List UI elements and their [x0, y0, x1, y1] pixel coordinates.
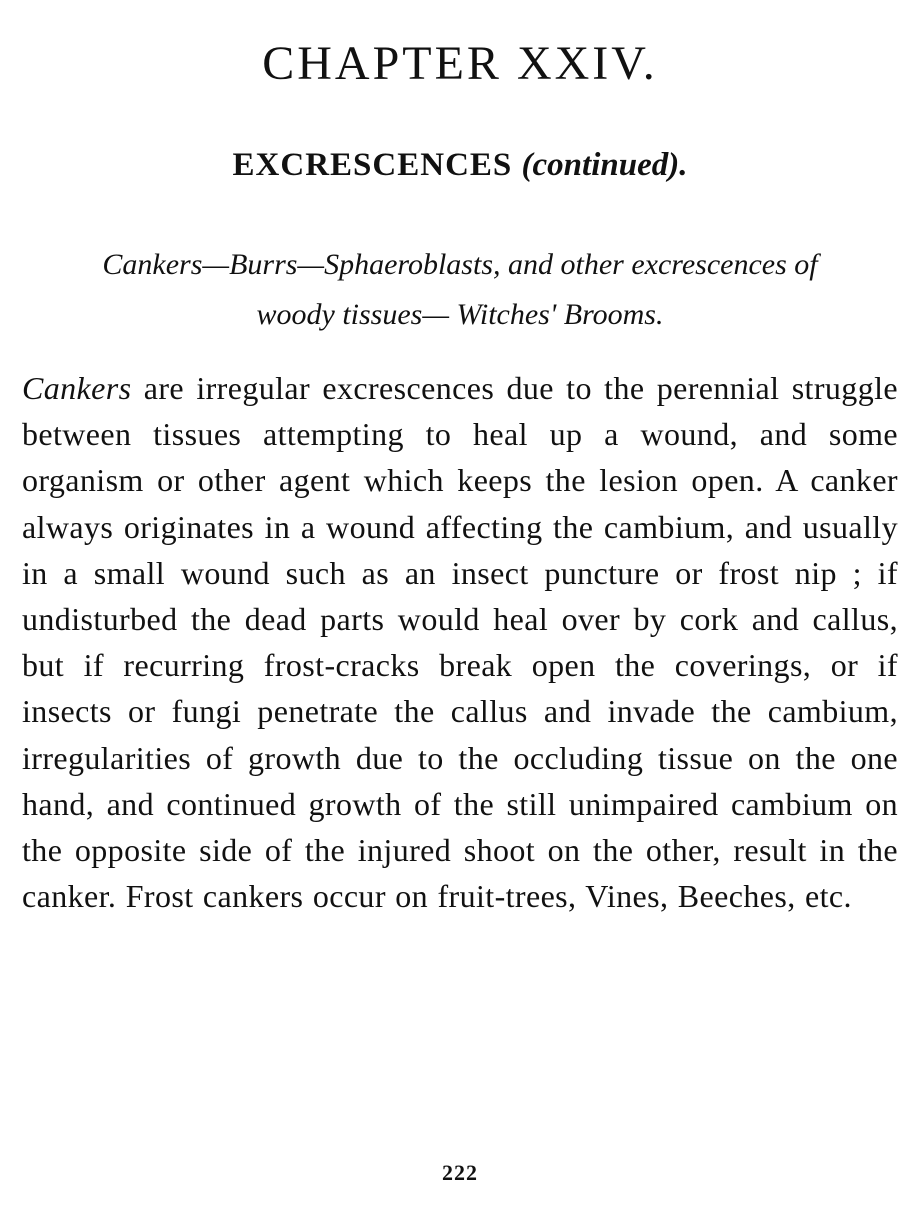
chapter-title: CHAPTER XXIV.	[262, 37, 658, 90]
paragraph-text: are irregular excrescences due to the perennial struggle between tissues attempting to heal up a wound, and some organism or other agent which keeps the lesion open. A canker always originates in a wound affecting the cambium, and usually in a small wound such as an insect puncture or frost nip ; if undisturbed the dead parts would heal over by cork and callus, but if recurring frost-cracks break open the coverings, or if insects or fungi penetrate the callus and invade the cambium, irregularities of growth due to the occluding tissue on the one hand, and continued growth of the still unimpaired cambium on the opposite side of the injured shoot on the other, result in the canker. Frost cankers occur on fruit-trees, Vines, Beeches, etc.	[22, 370, 898, 915]
section-title-qualifier: (continued).	[521, 147, 688, 183]
chapter-summary	[22, 240, 898, 340]
page-number: 222	[442, 1160, 478, 1185]
section-title-text: EXCRESCENCES	[232, 147, 522, 183]
paragraph-lead-word: Cankers	[22, 370, 132, 406]
summary-line-1: Cankers—Burrs—Sphaeroblasts, and other excrescences of	[102, 248, 818, 281]
summary-line-2: woody tissues— Witches' Brooms.	[256, 298, 664, 331]
section-title	[22, 146, 898, 186]
body-paragraph	[22, 365, 898, 919]
book-page	[22, 0, 898, 1205]
